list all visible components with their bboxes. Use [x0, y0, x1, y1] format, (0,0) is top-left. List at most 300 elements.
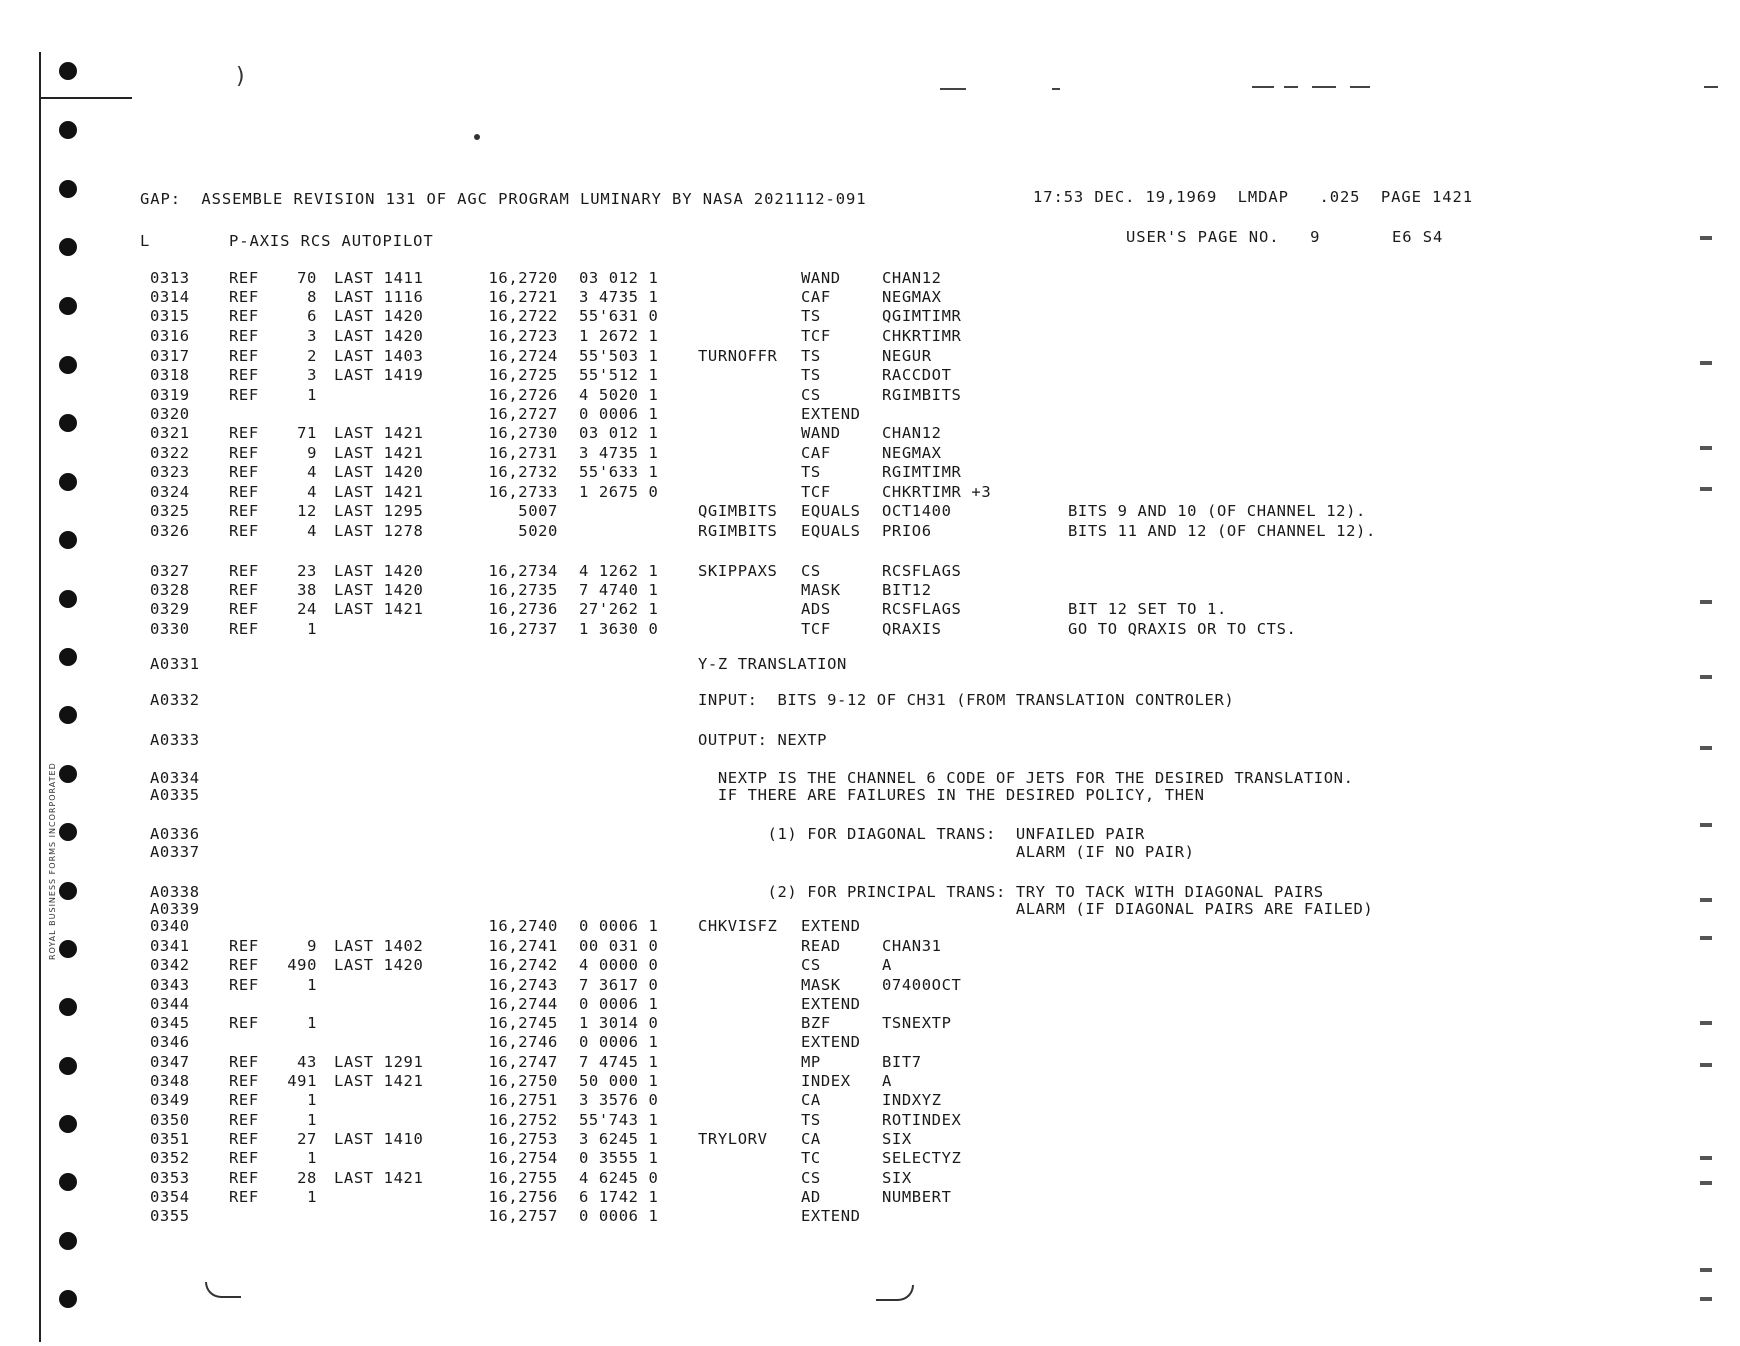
listing-ref: REF [229, 463, 259, 481]
listing-seq: 0347 [150, 1053, 190, 1071]
margin-imprint: ROYAL BUSINESS FORMS INCORPORATED [48, 762, 57, 960]
listing-op: EXTEND [801, 995, 861, 1013]
edge-mark [1700, 236, 1712, 240]
listing-addr: 16,2725 [488, 366, 558, 384]
listing-operand: OCT1400 [882, 502, 952, 520]
listing-seq: 0348 [150, 1072, 190, 1090]
listing-addr: 16,2735 [488, 581, 558, 599]
listing-refn: 12 [297, 502, 317, 520]
listing-refn: 1 [307, 1188, 317, 1206]
listing-ref: REF [229, 620, 259, 638]
listing-last: LAST 1402 [334, 937, 424, 955]
listing-operand: CHKRTIMR [882, 327, 962, 345]
edge-mark [1700, 1268, 1712, 1272]
listing-code: 3 6245 1 [579, 1130, 659, 1148]
listing-op: EQUALS [801, 522, 861, 540]
listing-ref: REF [229, 600, 259, 618]
listing-last: LAST 1278 [334, 522, 424, 540]
edge-mark [1700, 675, 1712, 679]
listing-operand: QGIMTIMR [882, 307, 962, 325]
listing-refn: 1 [307, 1014, 317, 1032]
listing-refn: 1 [307, 386, 317, 404]
listing-addr: 16,2751 [488, 1091, 558, 1109]
listing-code: 0 3555 1 [579, 1149, 659, 1167]
listing-code: 55'743 1 [579, 1111, 659, 1129]
listing-op: TS [801, 463, 821, 481]
listing-seq: 0353 [150, 1169, 190, 1187]
section-mark: L [140, 232, 151, 250]
listing-operand: NEGMAX [882, 444, 942, 462]
listing-addr: 16,2724 [488, 347, 558, 365]
listing-label: CHKVISFZ [698, 917, 778, 935]
listing-addr: 5020 [518, 522, 558, 540]
listing-ref: REF [229, 937, 259, 955]
stray-dash [1284, 86, 1298, 88]
listing-seq: 0355 [150, 1207, 190, 1225]
listing-seq: 0350 [150, 1111, 190, 1129]
listing-code: 3 4735 1 [579, 444, 659, 462]
listing-last: LAST 1421 [334, 424, 424, 442]
listing-operand: BIT7 [882, 1053, 922, 1071]
listing-op: AD [801, 1188, 821, 1206]
listing-op: TCF [801, 327, 831, 345]
feed-hole [59, 238, 77, 256]
listing-refn: 1 [307, 976, 317, 994]
listing-ref: REF [229, 522, 259, 540]
listing-refn: 1 [307, 1111, 317, 1129]
listing-op: MASK [801, 581, 841, 599]
listing-comment-text: ALARM (IF DIAGONAL PAIRS ARE FAILED) [698, 900, 1374, 918]
tractor-edge-line [39, 52, 41, 1342]
listing-op: WAND [801, 269, 841, 287]
listing-addr: 16,2722 [488, 307, 558, 325]
listing-code: 7 3617 0 [579, 976, 659, 994]
listing-operand: RGIMTIMR [882, 463, 962, 481]
listing-comment-text: OUTPUT: NEXTP [698, 731, 828, 749]
listing-ref: REF [229, 502, 259, 520]
listing-addr: 16,2737 [488, 620, 558, 638]
listing-comment: BITS 9 AND 10 (OF CHANNEL 12). [1068, 502, 1366, 520]
listing-label: QGIMBITS [698, 502, 778, 520]
section-title: P-AXIS RCS AUTOPILOT [229, 232, 434, 250]
listing-code: 0 0006 1 [579, 405, 659, 423]
listing-code: 4 6245 0 [579, 1169, 659, 1187]
listing-code: 4 0000 0 [579, 956, 659, 974]
listing-refn: 4 [307, 483, 317, 501]
listing-ref: REF [229, 1014, 259, 1032]
listing-addr: 16,2736 [488, 600, 558, 618]
listing-op: CA [801, 1130, 821, 1148]
listing-operand: NEGMAX [882, 288, 942, 306]
listing-addr: 16,2741 [488, 937, 558, 955]
listing-ref: REF [229, 307, 259, 325]
listing-op: BZF [801, 1014, 831, 1032]
listing-code: 7 4745 1 [579, 1053, 659, 1071]
listing-ref: REF [229, 956, 259, 974]
listing-seq: 0315 [150, 307, 190, 325]
listing-last: LAST 1420 [334, 463, 424, 481]
listing-seq: 0319 [150, 386, 190, 404]
listing-comment-text: (2) FOR PRINCIPAL TRANS: TRY TO TACK WITH DIAGONAL PAIRS [698, 883, 1324, 901]
listing-code: 3 3576 0 [579, 1091, 659, 1109]
listing-label: RGIMBITS [698, 522, 778, 540]
listing-refn: 24 [297, 600, 317, 618]
listing-refn: 71 [297, 424, 317, 442]
feed-hole [59, 706, 77, 724]
edge-mark [1700, 823, 1712, 827]
listing-addr: 16,2754 [488, 1149, 558, 1167]
listing-addr: 16,2744 [488, 995, 558, 1013]
edge-mark [1700, 1181, 1712, 1185]
listing-ref: REF [229, 1149, 259, 1167]
feed-hole [59, 1173, 77, 1191]
listing-label: TRYLORV [698, 1130, 768, 1148]
listing-op: EQUALS [801, 502, 861, 520]
listing-operand: ROTINDEX [882, 1111, 962, 1129]
listing-seq: 0328 [150, 581, 190, 599]
listing-ref: REF [229, 581, 259, 599]
listing-operand: CHAN12 [882, 424, 942, 442]
listing-ref: REF [229, 562, 259, 580]
listing-refn: 23 [297, 562, 317, 580]
listing-ref: REF [229, 386, 259, 404]
listing-seq: 0344 [150, 995, 190, 1013]
listing-seq: A0338 [150, 883, 200, 901]
stray-mark: ) [236, 64, 245, 89]
edge-mark [1700, 936, 1712, 940]
listing-code: 55'512 1 [579, 366, 659, 384]
listing-refn: 1 [307, 1091, 317, 1109]
feed-hole [59, 414, 77, 432]
listing-refn: 1 [307, 620, 317, 638]
listing-addr: 16,2730 [488, 424, 558, 442]
stray-dot [474, 134, 480, 140]
listing-seq: 0320 [150, 405, 190, 423]
listing-op: WAND [801, 424, 841, 442]
listing-operand: NUMBERT [882, 1188, 952, 1206]
edge-mark [1700, 361, 1712, 365]
listing-operand: CHKRTIMR +3 [882, 483, 992, 501]
listing-op: TC [801, 1149, 821, 1167]
listing-code: 03 012 1 [579, 269, 659, 287]
listing-seq: 0313 [150, 269, 190, 287]
listing-last: LAST 1420 [334, 956, 424, 974]
listing-op: EXTEND [801, 1207, 861, 1225]
listing-operand: RCSFLAGS [882, 562, 962, 580]
listing-seq: 0329 [150, 600, 190, 618]
listing-operand: PRIO6 [882, 522, 932, 540]
listing-addr: 16,2732 [488, 463, 558, 481]
listing-refn: 1 [307, 1149, 317, 1167]
stray-dash [940, 88, 966, 90]
listing-addr: 16,2740 [488, 917, 558, 935]
listing-op: EXTEND [801, 405, 861, 423]
listing-seq: 0345 [150, 1014, 190, 1032]
listing-addr: 16,2723 [488, 327, 558, 345]
listing-refn: 491 [287, 1072, 317, 1090]
feed-hole [59, 823, 77, 841]
listing-seq: A0331 [150, 655, 200, 673]
listing-seq: 0323 [150, 463, 190, 481]
listing-code: 27'262 1 [579, 600, 659, 618]
listing-seq: 0325 [150, 502, 190, 520]
listing-addr: 16,2756 [488, 1188, 558, 1206]
listing-code: 00 031 0 [579, 937, 659, 955]
edge-mark [1700, 746, 1712, 750]
listing-op: INDEX [801, 1072, 851, 1090]
listing-last: LAST 1421 [334, 1169, 424, 1187]
listing-op: CA [801, 1091, 821, 1109]
listing-refn: 8 [307, 288, 317, 306]
listing-seq: A0335 [150, 786, 200, 804]
listing-operand: SIX [882, 1169, 912, 1187]
listing-ref: REF [229, 483, 259, 501]
feed-hole [59, 1115, 77, 1133]
listing-code: 0 0006 1 [579, 1207, 659, 1225]
listing-seq: 0351 [150, 1130, 190, 1148]
listing-last: LAST 1420 [334, 307, 424, 325]
listing-ref: REF [229, 444, 259, 462]
listing-code: 0 0006 1 [579, 1033, 659, 1051]
listing-seq: 0327 [150, 562, 190, 580]
listing-seq: A0336 [150, 825, 200, 843]
listing-op: MASK [801, 976, 841, 994]
listing-op: TS [801, 347, 821, 365]
listing-last: LAST 1420 [334, 562, 424, 580]
listing-seq: A0332 [150, 691, 200, 709]
listing-op: CAF [801, 288, 831, 306]
listing-comment: GO TO QRAXIS OR TO CTS. [1068, 620, 1297, 638]
listing-comment-text: NEXTP IS THE CHANNEL 6 CODE OF JETS FOR THE DESIRED TRANSLATION. [698, 769, 1354, 787]
listing-refn: 28 [297, 1169, 317, 1187]
listing-refn: 2 [307, 347, 317, 365]
listing-addr: 16,2742 [488, 956, 558, 974]
listing-seq: 0324 [150, 483, 190, 501]
listing-refn: 4 [307, 522, 317, 540]
listing-seq: 0354 [150, 1188, 190, 1206]
listing-operand: QRAXIS [882, 620, 942, 638]
listing-code: 03 012 1 [579, 424, 659, 442]
listing-seq: A0334 [150, 769, 200, 787]
listing-operand: A [882, 956, 892, 974]
feed-hole [59, 648, 77, 666]
listing-last: LAST 1421 [334, 444, 424, 462]
listing-addr: 16,2734 [488, 562, 558, 580]
listing-comment-text: ALARM (IF NO PAIR) [698, 843, 1195, 861]
listing-ref: REF [229, 1091, 259, 1109]
listing-ref: REF [229, 1188, 259, 1206]
listing-op: READ [801, 937, 841, 955]
edge-mark [1700, 898, 1712, 902]
listing-operand: RCSFLAGS [882, 600, 962, 618]
stray-dash [1350, 86, 1370, 88]
listing-ref: REF [229, 424, 259, 442]
listing-code: 1 2675 0 [579, 483, 659, 501]
listing-last: LAST 1291 [334, 1053, 424, 1071]
listing-comment: BIT 12 SET TO 1. [1068, 600, 1227, 618]
listing-addr: 16,2753 [488, 1130, 558, 1148]
listing-addr: 16,2743 [488, 976, 558, 994]
listing-seq: 0330 [150, 620, 190, 638]
listing-addr: 16,2727 [488, 405, 558, 423]
listing-ref: REF [229, 1072, 259, 1090]
listing-addr: 16,2726 [488, 386, 558, 404]
stray-dash [1252, 86, 1274, 88]
listing-refn: 9 [307, 444, 317, 462]
listing-addr: 16,2747 [488, 1053, 558, 1071]
feed-hole [59, 297, 77, 315]
stray-curve [876, 1285, 914, 1301]
listing-operand: BIT12 [882, 581, 932, 599]
listing-addr: 16,2745 [488, 1014, 558, 1032]
listing-refn: 3 [307, 366, 317, 384]
assembly-header: GAP: ASSEMBLE REVISION 131 OF AGC PROGRAM LUMINARY BY NASA 2021112-091 [140, 190, 867, 208]
listing-comment-text: (1) FOR DIAGONAL TRANS: UNFAILED PAIR [698, 825, 1145, 843]
listing-comment: BITS 11 AND 12 (OF CHANNEL 12). [1068, 522, 1376, 540]
edge-mark [1700, 1297, 1712, 1301]
listing-code: 50 000 1 [579, 1072, 659, 1090]
listing-code: 0 0006 1 [579, 995, 659, 1013]
users-page-number: USER'S PAGE NO. 9 E6 S4 [1126, 228, 1444, 246]
listing-refn: 9 [307, 937, 317, 955]
listing-seq: 0321 [150, 424, 190, 442]
listing-seq: 0322 [150, 444, 190, 462]
listing-comment-text: IF THERE ARE FAILURES IN THE DESIRED POLICY, THEN [698, 786, 1205, 804]
listing-op: EXTEND [801, 917, 861, 935]
listing-seq: A0337 [150, 843, 200, 861]
listing-last: LAST 1116 [334, 288, 424, 306]
listing-code: 55'503 1 [579, 347, 659, 365]
feed-hole [59, 531, 77, 549]
listing-refn: 43 [297, 1053, 317, 1071]
listing-addr: 5007 [518, 502, 558, 520]
listing-last: LAST 1410 [334, 1130, 424, 1148]
listing-op: CS [801, 562, 821, 580]
listing-ref: REF [229, 366, 259, 384]
feed-hole [59, 940, 77, 958]
feed-hole [59, 121, 77, 139]
listing-refn: 6 [307, 307, 317, 325]
feed-hole [59, 765, 77, 783]
feed-hole [59, 1290, 77, 1308]
edge-mark [1700, 446, 1712, 450]
listing-seq: 0346 [150, 1033, 190, 1051]
listing-last: LAST 1421 [334, 483, 424, 501]
listing-comment-text: INPUT: BITS 9-12 OF CH31 (FROM TRANSLATION CONTROLER) [698, 691, 1235, 709]
listing-last: LAST 1419 [334, 366, 424, 384]
date-page-header: 17:53 DEC. 19,1969 LMDAP .025 PAGE 1421 [1033, 188, 1473, 206]
listing-seq: 0318 [150, 366, 190, 384]
listing-seq: A0333 [150, 731, 200, 749]
listing-code: 55'633 1 [579, 463, 659, 481]
listing-ref: REF [229, 288, 259, 306]
listing-code: 0 0006 1 [579, 917, 659, 935]
listing-op: CS [801, 386, 821, 404]
listing-operand: 07400OCT [882, 976, 962, 994]
listing-last: LAST 1411 [334, 269, 424, 287]
listing-last: LAST 1295 [334, 502, 424, 520]
listing-addr: 16,2755 [488, 1169, 558, 1187]
listing-seq: 0349 [150, 1091, 190, 1109]
listing-seq: 0341 [150, 937, 190, 955]
listing-addr: 16,2721 [488, 288, 558, 306]
feed-hole [59, 1057, 77, 1075]
listing-op: TCF [801, 620, 831, 638]
listing-ref: REF [229, 1130, 259, 1148]
listing-label: SKIPPAXS [698, 562, 778, 580]
listing-op: CS [801, 1169, 821, 1187]
listing-last: LAST 1420 [334, 581, 424, 599]
edge-mark [1700, 1021, 1712, 1025]
listing-operand: RACCDOT [882, 366, 952, 384]
listing-addr: 16,2746 [488, 1033, 558, 1051]
stray-dash [1052, 88, 1060, 90]
listing-addr: 16,2757 [488, 1207, 558, 1225]
listing-code: 7 4740 1 [579, 581, 659, 599]
listing-operand: INDXYZ [882, 1091, 942, 1109]
listing-seq: A0339 [150, 900, 200, 918]
listing-seq: 0314 [150, 288, 190, 306]
edge-mark [1700, 1063, 1712, 1067]
listing-operand: CHAN12 [882, 269, 942, 287]
listing-seq: 0352 [150, 1149, 190, 1167]
listing-op: TS [801, 366, 821, 384]
listing-code: 1 3014 0 [579, 1014, 659, 1032]
listing-seq: 0343 [150, 976, 190, 994]
listing-code: 1 3630 0 [579, 620, 659, 638]
listing-op: ADS [801, 600, 831, 618]
listing-code: 1 2672 1 [579, 327, 659, 345]
edge-mark [1700, 487, 1712, 491]
stray-dash [1312, 86, 1336, 88]
listing-op: EXTEND [801, 1033, 861, 1051]
stray-dash [1704, 86, 1718, 88]
feed-hole [59, 998, 77, 1016]
listing-seq: 0326 [150, 522, 190, 540]
listing-refn: 3 [307, 327, 317, 345]
feed-hole [59, 473, 77, 491]
listing-seq: 0316 [150, 327, 190, 345]
listing-code: 3 4735 1 [579, 288, 659, 306]
feed-hole [59, 882, 77, 900]
listing-op: TS [801, 307, 821, 325]
listing-addr: 16,2720 [488, 269, 558, 287]
feed-hole [59, 590, 77, 608]
listing-op: TS [801, 1111, 821, 1129]
listing-addr: 16,2733 [488, 483, 558, 501]
listing-seq: 0317 [150, 347, 190, 365]
listing-code: 4 5020 1 [579, 386, 659, 404]
listing-op: CS [801, 956, 821, 974]
listing-op: TCF [801, 483, 831, 501]
listing-operand: TSNEXTP [882, 1014, 952, 1032]
listing-operand: NEGUR [882, 347, 932, 365]
listing-addr: 16,2731 [488, 444, 558, 462]
listing-code: 6 1742 1 [579, 1188, 659, 1206]
listing-last: LAST 1403 [334, 347, 424, 365]
tractor-edge-tick [40, 97, 132, 99]
listing-refn: 38 [297, 581, 317, 599]
feed-hole [59, 62, 77, 80]
feed-hole [59, 356, 77, 374]
listing-operand: RGIMBITS [882, 386, 962, 404]
listing-refn: 27 [297, 1130, 317, 1148]
listing-operand: SIX [882, 1130, 912, 1148]
edge-mark [1700, 1156, 1712, 1160]
listing-code: 55'631 0 [579, 307, 659, 325]
feed-hole [59, 180, 77, 198]
listing-seq: 0342 [150, 956, 190, 974]
